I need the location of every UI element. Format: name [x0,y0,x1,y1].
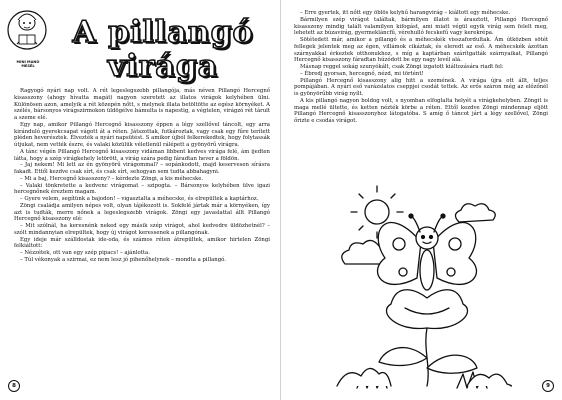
paragraph: – Nézzétek, ott van egy szép pipacs! – ajánlotta. [20,250,150,256]
butterfly-flower-illustration [327,172,517,392]
bush [337,368,391,386]
logo-caption [4,60,52,68]
page-number-left: 8 [8,380,20,392]
paragraph: – Mit szólnál, ha keresnénk neked egy másik szép virágot, ahol kedvedre üldözhetnél? – szólt mindannyian elrepültek, hogy új virágot keressenek a pillangónak. [14,223,270,236]
butterfly-wing-left [378,223,421,285]
paragraph: Egy nap, amikor Pillangó Hercegnő kisasszony éppen a légy szellővel táncolt, egy arra kiránduló gyerekcsapat vágott át a réten. Játszottak, futkároztak, vagy csak egy fűre terített pléden heverésztek. Élvezték a nyári napsütést. S amikor újból felkerekedtek, hogy folytassák útjukat, nem vették észre, és valaki közülük véletlenül rálépett a gyönyörű virágra. [14,121,270,148]
paragraph: – Gyere velem, segítünk a bajodon! – vigasztalta a méhecske, és elrepültek a kaptárhoz. [20,196,259,202]
right-page-text [294,10,548,125]
leaf-icon [379,348,427,366]
paragraph: Sötétedett már, amikor a pillangó és a méhecskék visszafordultak. Ám útközben sötét fellegek jelentek meg az égen, villámok cikáztak, és eleredt az eső. A méhecskék ázottan szárnyakkal érkeztek otthonukhoz, s míg a kaptárban szárítgatták szárnyaikat, Pillangó Hercegnő kisasszony fáradtan húzódott be egy nagy levél alá. [294,37,548,64]
cloud-icon [455,204,495,222]
butterfly-wing-right [433,223,476,285]
page-number-right: 9 [542,380,554,392]
title-line2: virága [107,49,219,84]
right-page [281,0,562,400]
paragraph: Bármilyen szép virágot találtak, bármilyen illatot is árasztott, Pillangó Hercegnő kisasszony mindig talált valamilyen kifogást, ami miatt végül egyik virág sem felelt meg, lehetett az búzavirág, gyermekláncfű, vérehulló fecskefű vagy kerekrépa. [294,16,548,37]
paragraph: Zöngi családja amilyen népes volt, olyan tájékozott is. Sokfelé jártak már a környéken, így azt is tudták, merre nőnek a legeslegszebb virágok. Zöngi egy javaslattal állt Pillangó Hercegnő kisasszony elé: [14,202,270,223]
paragraph: A kis pillangó nagyon boldog volt, s nyomban elfoglalta helyét a virágkehelyben. Zöngit is maga mellé ültette, és ketten nézték körbe a réten. Ettől kezdve Zöngi mindennap eljött Pillangó Hercegnő kisasszonyhoz látogatóba. S amíg ő táncot járt a légy szellővel, Zöngi őrizte e csodás virágot. [294,97,548,124]
logo-caption-line2: MESÉL [21,64,35,69]
paragraph: Ragyogó nyári nap volt. A rét legeslegszebb pillangója, más néven Pillangó Hercegnő kisasszony (ahogy hívatta magát) nagyon szeretett az illatos virágok kelyhében ülni. Különösen azon, amelyik a rét közepén nőtt, s melynek illata betöltötte az egész környéket. A szélés, bársonyos virágszirmokon üldögélve bámulta is napestig, a végtelen, virágzó rét tárult a szeme elé. [14,88,270,121]
paragraph: – Valaki tönkretette a kedvenc virágomat – szipogta. – Bársonyos kelyhében ülve igazi hercegnőnek éreztem magam. [14,182,270,196]
paragraph: – Ébredj gyorsan, hercegnő, nézd, mi történt! [300,70,424,77]
butterfly-body [420,250,434,290]
leaf-icon [427,355,477,373]
logo-caption-line1: MINI MANÓ [16,60,40,64]
paragraph: – Túl vékonyak a szirmai, ez nem lesz jó pihenőhelynek – mondta a pillangó. [20,256,226,263]
mini-mano-logo [6,8,48,60]
paragraph: – Jaj nekem! Mi lett az én gyönyörű virágommal? – sopánkodott, majd keservesen sírásra fakadt. Ettől kezdve csak sírt, és csak sírt, sehogyan sem tudta abbahagyni. [14,162,270,175]
paragraph: Pillangó Hercegnő kisasszony alig hitt a szemének. A virága újra ott állt, teljes pompájában. A nyári eső varázslatos cseppjei csodát tettek. Az erős száron még az előzőnél is gyönyörűbb virág nyílt. [294,77,548,97]
left-page-text [14,88,270,264]
paragraph: A tánc végén Pillangó Hercegnő kisasszony vidáman libbent kedves virága felé, ám ijedten látta, hogy a szép virágkehely letörött, a virág szára pedig fáradtan hever a földön. [14,148,270,162]
title-line1: A pillangó [72,15,254,50]
flower-petals [386,290,467,329]
paragraph: Egy ideje már szálldostak ide-oda, és számos réten átrepültek, amikor hirtelen Zöngi felkiáltott: [14,236,270,250]
story-title [58,16,268,84]
paragraph: – Mi a baj, Hercegnő kisasszony? – kérdezte Zöngi, a kis méhecske. [20,175,204,182]
paragraph: Másnap reggel sokág szunyókált, csak Zöngi izgatott kiáltozására riadt fel: [300,64,504,70]
paragraph: – Erre gyertek, itt nőtt egy öblös kelyhű harangvirág – kiáltott egy méhecske. [300,10,511,16]
